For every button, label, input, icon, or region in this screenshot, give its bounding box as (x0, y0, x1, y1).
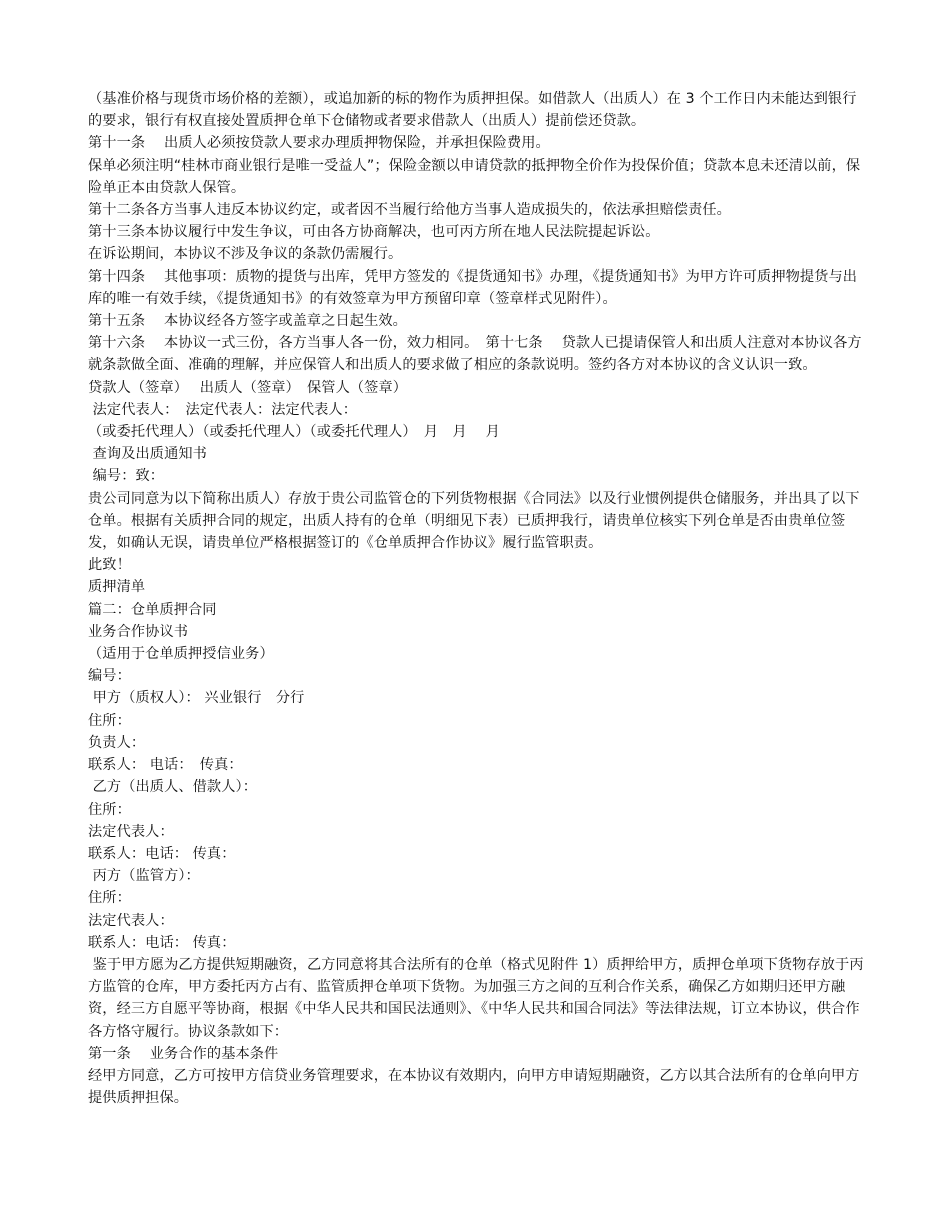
party-b-legal-rep: 法定代表人： (88, 823, 174, 840)
article-12: 第十二条各方当事人违反本协议约定，或者因不当履行给他方当事人造成损失的，依法承担赔偿责任。 (88, 202, 731, 219)
document-page (88, 88, 868, 1109)
pledge-list-title: 质押清单 (88, 579, 146, 596)
article-1-body: 经甲方同意，乙方可按甲方信贷业务管理要求，在本协议有效期内，向甲方申请短期融资，乙方以其合法所有的仓单向甲方提供质押担保。 (88, 1067, 860, 1107)
legal-rep-line: 法定代表人： 法定代表人：法定代表人： (88, 401, 357, 418)
section-heading: 篇二：仓单质押合同 (88, 601, 217, 618)
paragraph: 在诉讼期间，本协议不涉及争议的条款仍需履行。 (88, 246, 403, 263)
notice-title: 查询及出质通知书 (88, 446, 207, 463)
party-b-contact: 联系人：电话： 传真： (88, 845, 236, 862)
party-c-legal-rep: 法定代表人： (88, 912, 174, 929)
party-b-address: 住所： (88, 801, 131, 818)
paragraph: 保单必须注明“桂林市商业银行是唯一受益人”；保险金额以申请贷款的抵押物全价作为投保价值；贷款本息未还清以前，保险单正本由贷款人保管。 (88, 157, 861, 196)
agreement-number: 编号： (88, 668, 131, 685)
preamble: 鉴于甲方愿为乙方提供短期融资，乙方同意将其合法所有的仓单（格式见附件 1）质押给甲方，质押仓单项下货物存放于丙方监管的仓库，甲方委托丙方占有、监管质押仓单项下货物。为加强三方之间的互利合作关系，确保乙方如期归还甲方融资，经三方自愿平等协商，根据《中华人民共和国民法通则》、《中华人民共和国合同法》等法律法规，订立本协议，供合作各方恪守履行。协议条款如下： (88, 956, 864, 1040)
article-16-17: 第十六条 本协议一式三份，各方当事人各一份，效力相同。 第十七条 贷款人已提请保管人和出质人注意对本协议各方就条款做全面、准确的理解，并应保管人和出质人的要求做了相应的条款说明。签约各方对本协议的含义认识一致。 (88, 335, 862, 374)
party-c-contact: 联系人：电话： 传真： (88, 934, 236, 951)
party-c-address: 住所： (88, 890, 131, 907)
agreement-title: 业务合作协议书 (88, 623, 189, 640)
article-11: 第十一条 出质人必须按贷款人要求办理质押物保险，并承担保险费用。 (88, 135, 550, 152)
agent-line: （或委托代理人）（或委托代理人）（或委托代理人） 月 月 月 (88, 424, 500, 441)
party-b: 乙方（出质人、借款人）： (88, 779, 257, 796)
party-a-contact: 联系人： 电话： 传真： (88, 757, 243, 774)
article-15: 第十五条 本协议经各方签字或盖章之日起生效。 (88, 313, 407, 330)
article-1-heading: 第一条 业务合作的基本条件 (88, 1045, 279, 1062)
notice-body: 贵公司同意为以下简称出质人）存放于贵公司监管仓的下列货物根据《合同法》以及行业惯例提供仓储服务，并出具了以下仓单。根据有关质押合同的规定，出质人持有的仓单（明细见下表）已质押我行，请贵单位核实下列仓单是否由贵单位签发，如确认无误，请贵单位严格根据签订的《仓单质押合作协议》履行监管职责。 (88, 490, 860, 552)
signature-line: 贷款人（签章） 出质人（签章） 保管人（签章） (88, 379, 408, 396)
party-a: 甲方（质权人）： 兴业银行 分行 (88, 690, 305, 707)
agreement-subtitle: （适用于仓单质押授信业务） (88, 646, 274, 663)
article-13: 第十三条本协议履行中发生争议，可由各方协商解决，也可丙方所在地人民法院提起诉讼。 (88, 224, 660, 241)
notice-number: 编号：致： (88, 468, 165, 485)
article-14: 第十四条 其他事项：质物的提货与出库，凭甲方签发的《提货通知书》办理，《提货通知书》为甲方许可质押物提货与出库的唯一有效手续，《提货通知书》的有效签章为甲方预留印章（签章样式见附件）。 (88, 268, 858, 307)
party-c: 丙方（监管方）： (88, 868, 200, 885)
paragraph: （基准价格与现货市场价格的差额），或追加新的标的物作为质押担保。如借款人（出质人）在 3 个工作日内未能达到银行的要求，银行有权直接处置质押仓单下仓储物或者要求借款人（出质人）提前偿还贷款。 (88, 91, 857, 130)
party-a-principal: 负责人： (88, 734, 146, 751)
closing: 此致！ (88, 557, 131, 574)
party-a-address: 住所： (88, 712, 131, 729)
